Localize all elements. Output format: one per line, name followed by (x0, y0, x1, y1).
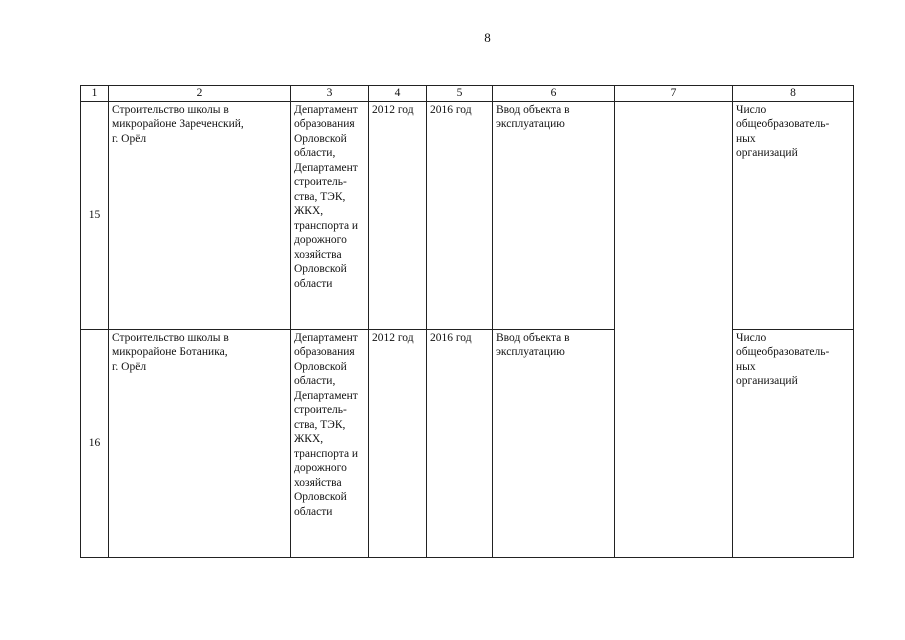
table-row (81, 101, 854, 329)
header-cell-1: 1 (81, 86, 109, 102)
header-row (81, 86, 854, 102)
expected-result: Ввод объекта в эксплуатацию (493, 329, 615, 557)
start-year: 2012 год (369, 329, 427, 557)
row-number: 15 (81, 101, 109, 329)
indicator: Число общеобразователь- ных организаций (733, 101, 854, 329)
header-cell-8: 8 (733, 86, 854, 102)
header-cell-3: 3 (291, 86, 369, 102)
data-table (80, 85, 854, 558)
executor: Департамент образования Орловской области, Департамент строитель- ства, ТЭК, ЖКХ, транспорта и дорожного хозяйства Орловской области (291, 329, 369, 557)
end-year: 2016 год (427, 101, 493, 329)
header-cell-2: 2 (109, 86, 291, 102)
object-name: Строительство школы в микрорайоне Зареченский, г. Орёл (109, 101, 291, 329)
header-cell-6: 6 (493, 86, 615, 102)
start-year: 2012 год (369, 101, 427, 329)
row-number: 16 (81, 329, 109, 557)
header-cell-7: 7 (615, 86, 733, 102)
table-row (81, 329, 854, 557)
end-year: 2016 год (427, 329, 493, 557)
indicator: Число общеобразователь- ных организаций (733, 329, 854, 557)
header-cell-5: 5 (427, 86, 493, 102)
column-7-cell (615, 101, 733, 557)
header-cell-4: 4 (369, 86, 427, 102)
expected-result: Ввод объекта в эксплуатацию (493, 101, 615, 329)
executor: Департамент образования Орловской области, Департамент строитель- ства, ТЭК, ЖКХ, транспорта и дорожного хозяйства Орловской области (291, 101, 369, 329)
page-number: 8 (484, 30, 491, 45)
object-name: Строительство школы в микрорайоне Ботаника, г. Орёл (109, 329, 291, 557)
